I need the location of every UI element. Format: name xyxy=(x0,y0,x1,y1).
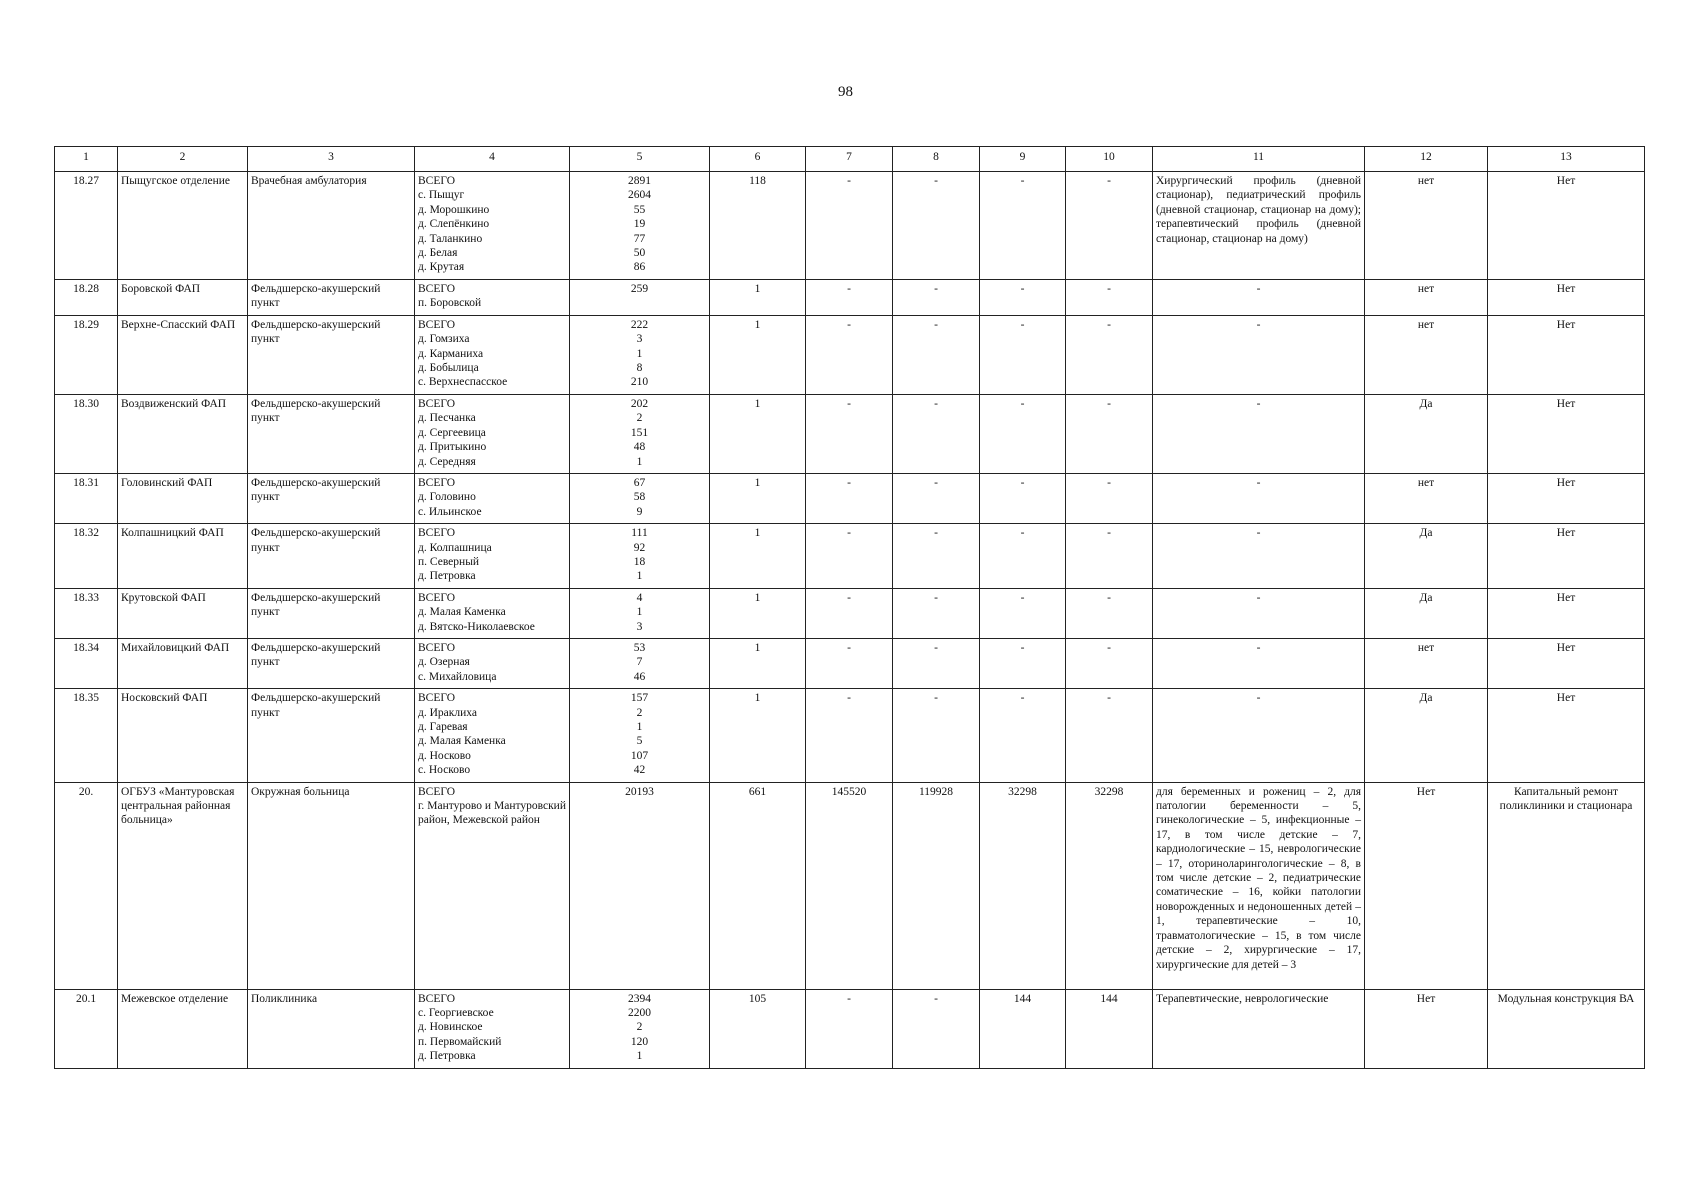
population-list-line: 7 xyxy=(636,656,643,669)
column-header: 9 xyxy=(980,147,1066,172)
col-10-value: 144 xyxy=(1066,989,1153,1068)
population-list xyxy=(570,394,710,473)
population-list-line: 259 xyxy=(630,282,649,295)
col-6-value: 1 xyxy=(710,394,806,473)
col-7-value: - xyxy=(806,172,893,280)
table-row xyxy=(55,315,1645,394)
subdivision-name: Михайловицкий ФАП xyxy=(118,638,248,688)
population-list-line: 55 xyxy=(633,203,646,216)
bed-profile: Терапевтические, неврологические xyxy=(1153,989,1365,1068)
settlements-list-line: д. Малая Каменка xyxy=(418,606,506,619)
col-13-value: Нет xyxy=(1488,588,1645,638)
population-list xyxy=(570,315,710,394)
column-header: 7 xyxy=(806,147,893,172)
col-7-value: - xyxy=(806,524,893,589)
population-list xyxy=(570,989,710,1068)
table-row xyxy=(55,473,1645,523)
settlements-list-line: д. Носково xyxy=(418,749,471,762)
settlements-list-line: д. Гаревая xyxy=(418,721,468,733)
col-12-value: нет xyxy=(1365,315,1488,394)
population-list-line: 4 xyxy=(636,591,643,604)
col-13-value: Нет xyxy=(1488,689,1645,782)
settlements-list-line: п. Северный xyxy=(418,555,480,568)
col-8-value: - xyxy=(893,588,980,638)
col-12-value: нет xyxy=(1365,638,1488,688)
col-9-value: - xyxy=(980,172,1066,280)
col-9-value: - xyxy=(980,588,1066,638)
population-list xyxy=(570,782,710,989)
settlements-list-line: ВСЕГО xyxy=(418,992,456,1005)
population-list-line: 1 xyxy=(636,721,643,733)
subdivision-name: Боровской ФАП xyxy=(118,279,248,315)
col-7-value: - xyxy=(806,315,893,394)
settlements-list-line: ВСЕГО xyxy=(418,527,456,540)
col-9-value: - xyxy=(980,473,1066,523)
settlements-list xyxy=(415,315,570,394)
col-13-value: Нет xyxy=(1488,279,1645,315)
col-10-value: 32298 xyxy=(1066,782,1153,989)
settlements-list-line: д. Сергеевица xyxy=(418,426,486,439)
col-9-value: 32298 xyxy=(980,782,1066,989)
row-number: 18.34 xyxy=(55,638,118,688)
col-10-value: - xyxy=(1066,524,1153,589)
settlements-list-line: с. Ильинское xyxy=(418,505,482,518)
row-number: 18.29 xyxy=(55,315,118,394)
col-7-value: 145520 xyxy=(806,782,893,989)
col-7-value: - xyxy=(806,689,893,782)
population-list-line: 92 xyxy=(633,541,646,554)
row-number: 20. xyxy=(55,782,118,989)
bed-profile: - xyxy=(1153,473,1365,523)
col-9-value: - xyxy=(980,524,1066,589)
facility-type: Фельдшерско-акушерский пункт xyxy=(248,394,415,473)
table-row xyxy=(55,279,1645,315)
facility-type: Фельдшерско-акушерский пункт xyxy=(248,588,415,638)
population-list xyxy=(570,689,710,782)
settlements-list-line: д. Песчанка xyxy=(418,412,476,425)
facility-type: Окружная больница xyxy=(248,782,415,989)
settlements-list-line: д. Колпашница xyxy=(418,541,492,554)
population-list-line: 53 xyxy=(633,641,646,654)
facility-type: Фельдшерско-акушерский пункт xyxy=(248,279,415,315)
col-6-value: 105 xyxy=(710,989,806,1068)
col-7-value: - xyxy=(806,989,893,1068)
table-row xyxy=(55,638,1645,688)
facility-type: Поликлиника xyxy=(248,989,415,1068)
population-list-line: 19 xyxy=(633,218,646,231)
column-header: 6 xyxy=(710,147,806,172)
table-row xyxy=(55,782,1645,989)
col-13-value: Нет xyxy=(1488,638,1645,688)
col-10-value: - xyxy=(1066,394,1153,473)
col-6-value: 1 xyxy=(710,638,806,688)
population-list-line: 8 xyxy=(636,362,643,375)
col-8-value: - xyxy=(893,394,980,473)
population-list-line: 46 xyxy=(633,670,646,683)
settlements-list-line: ВСЕГО xyxy=(418,692,456,705)
col-10-value: - xyxy=(1066,172,1153,280)
settlements-list xyxy=(415,989,570,1068)
col-8-value: 119928 xyxy=(893,782,980,989)
col-12-value: Нет xyxy=(1365,782,1488,989)
settlements-list-line: с. Михайловица xyxy=(418,670,497,683)
population-list-line: 1 xyxy=(636,606,643,619)
settlements-list-line: д. Петровка xyxy=(418,570,476,583)
population-list-line: 157 xyxy=(630,692,649,705)
col-12-value: Нет xyxy=(1365,989,1488,1068)
settlements-list-line: д. Середняя xyxy=(418,455,476,468)
subdivision-name: ОГБУЗ «Мантуровская центральная районная больница» xyxy=(118,782,248,989)
table-body xyxy=(55,172,1645,1069)
bed-profile: Хирургический профиль (дневной стационар), педиатрический профиль (дневной стационар, стационар на дому); терапевтический профиль (дневной стационар, стационар на дому) xyxy=(1153,172,1365,280)
facility-type: Фельдшерско-акушерский пункт xyxy=(248,689,415,782)
settlements-list-line: с. Носково xyxy=(418,764,471,777)
subdivision-name: Межевское отделение xyxy=(118,989,248,1068)
population-list-line: 2200 xyxy=(628,1007,651,1020)
population-list-line: 151 xyxy=(630,426,649,439)
col-13-value: Нет xyxy=(1488,394,1645,473)
population-list-line: 3 xyxy=(636,333,643,346)
table-row xyxy=(55,689,1645,782)
settlements-list-line: д. Белая xyxy=(418,247,458,260)
population-list-line: 120 xyxy=(630,1035,649,1048)
population-list-line: 9 xyxy=(636,505,643,518)
column-header: 1 xyxy=(55,147,118,172)
settlements-list-line: д. Головино xyxy=(418,491,476,504)
col-9-value: - xyxy=(980,689,1066,782)
population-list-line: 2 xyxy=(636,706,643,719)
col-12-value: Да xyxy=(1365,524,1488,589)
bed-profile: - xyxy=(1153,638,1365,688)
col-13-value: Нет xyxy=(1488,473,1645,523)
bed-profile: - xyxy=(1153,279,1365,315)
population-list-line: 210 xyxy=(630,376,649,389)
settlements-list-line: д. Озерная xyxy=(418,656,470,669)
col-10-value: - xyxy=(1066,315,1153,394)
row-number: 18.30 xyxy=(55,394,118,473)
column-header: 11 xyxy=(1153,147,1365,172)
bed-profile: - xyxy=(1153,315,1365,394)
table-row xyxy=(55,588,1645,638)
col-6-value: 1 xyxy=(710,473,806,523)
subdivision-name: Пыщугское отделение xyxy=(118,172,248,280)
col-9-value: - xyxy=(980,394,1066,473)
column-number-row xyxy=(55,147,1645,172)
col-6-value: 1 xyxy=(710,524,806,589)
settlements-list-line: д. Карманиха xyxy=(418,347,484,360)
row-number: 18.31 xyxy=(55,473,118,523)
col-12-value: нет xyxy=(1365,279,1488,315)
column-header: 12 xyxy=(1365,147,1488,172)
settlements-list xyxy=(415,588,570,638)
settlements-list-line: д. Морошкино xyxy=(418,203,490,216)
population-list-line: 20193 xyxy=(625,785,654,798)
settlements-list-line: д. Новинское xyxy=(418,1021,483,1034)
facility-type: Фельдшерско-акушерский пункт xyxy=(248,638,415,688)
population-list-line: 107 xyxy=(630,749,649,762)
facility-type: Фельдшерско-акушерский пункт xyxy=(248,315,415,394)
settlements-list-line: с. Георгиевское xyxy=(418,1007,494,1020)
population-list xyxy=(570,638,710,688)
data-table xyxy=(54,146,1645,1069)
bed-profile: - xyxy=(1153,524,1365,589)
page-number: 98 xyxy=(838,84,853,100)
subdivision-name: Верхне-Спасский ФАП xyxy=(118,315,248,394)
population-list-line: 86 xyxy=(633,261,646,274)
col-8-value: - xyxy=(893,473,980,523)
col-7-value: - xyxy=(806,473,893,523)
population-list-line: 2 xyxy=(636,1021,643,1034)
settlements-list-line: п. Боровской xyxy=(418,297,482,310)
settlements-list-line: д. Вятско-Николаевское xyxy=(418,620,535,633)
bed-profile: для беременных и рожениц – 2, для патологии беременности – 5, гинекологические – 5, инфекционные – 17, в том числе детские – 7, кардиологические – 15, неврологические – 17, оториноларингологические – 8, в том числе детские – 2, педиатрические соматические – 16, койки патологии новорожденных и недоношенных детей – 1, терапевтические – 10, травматологические – 15, в том числе детские – 2, хирургические – 17, хирургические для детей – 3 xyxy=(1153,782,1365,989)
settlements-list-line: ВСЕГО xyxy=(418,397,456,410)
settlements-list-line: ВСЕГО xyxy=(418,641,456,654)
population-list-line: 2604 xyxy=(628,189,651,202)
column-header: 2 xyxy=(118,147,248,172)
settlements-list-line: ВСЕГО xyxy=(418,476,456,489)
subdivision-name: Воздвиженский ФАП xyxy=(118,394,248,473)
population-list xyxy=(570,279,710,315)
population-list xyxy=(570,588,710,638)
settlements-list-line: д. Крутая xyxy=(418,261,465,274)
table-row xyxy=(55,394,1645,473)
col-6-value: 1 xyxy=(710,315,806,394)
col-9-value: - xyxy=(980,638,1066,688)
settlements-list-line: д. Бобылица xyxy=(418,362,479,375)
facility-type: Врачебная амбулатория xyxy=(248,172,415,280)
settlements-list-line: д. Ираклиха xyxy=(418,706,477,719)
population-list xyxy=(570,473,710,523)
col-12-value: нет xyxy=(1365,473,1488,523)
col-8-value: - xyxy=(893,989,980,1068)
table-row xyxy=(55,524,1645,589)
settlements-list xyxy=(415,279,570,315)
population-list-line: 77 xyxy=(633,232,646,245)
population-list-line: 202 xyxy=(630,397,649,410)
row-number: 20.1 xyxy=(55,989,118,1068)
col-8-value: - xyxy=(893,524,980,589)
settlements-list-line: ВСЕГО xyxy=(418,318,456,331)
population-list-line: 1 xyxy=(636,455,643,468)
col-6-value: 118 xyxy=(710,172,806,280)
col-6-value: 1 xyxy=(710,588,806,638)
row-number: 18.35 xyxy=(55,689,118,782)
settlements-list xyxy=(415,473,570,523)
table-row xyxy=(55,172,1645,280)
col-13-value: Капитальный ремонт поликлиники и стационара xyxy=(1488,782,1645,989)
column-header: 10 xyxy=(1066,147,1153,172)
subdivision-name: Головинский ФАП xyxy=(118,473,248,523)
col-6-value: 1 xyxy=(710,689,806,782)
settlements-list xyxy=(415,689,570,782)
settlements-list-line: ВСЕГО xyxy=(418,591,456,604)
population-list-line: 3 xyxy=(636,620,643,633)
settlements-list-line: ВСЕГО xyxy=(418,175,456,187)
population-list-line: 2 xyxy=(636,412,643,425)
col-7-value: - xyxy=(806,588,893,638)
settlements-list-line: п. Первомайский xyxy=(418,1035,502,1048)
col-13-value: Модульная конструкция ВА xyxy=(1488,989,1645,1068)
col-6-value: 1 xyxy=(710,279,806,315)
bed-profile: - xyxy=(1153,394,1365,473)
bed-profile: - xyxy=(1153,689,1365,782)
population-list-line: 2891 xyxy=(628,175,651,187)
settlements-list-line: ВСЕГО xyxy=(418,785,456,798)
col-8-value: - xyxy=(893,315,980,394)
settlements-list-line: д. Притыкино xyxy=(418,441,487,454)
col-9-value: - xyxy=(980,315,1066,394)
settlements-list-line: д. Таланкино xyxy=(418,232,483,245)
col-12-value: Да xyxy=(1365,689,1488,782)
population-list-line: 1 xyxy=(636,1050,643,1063)
population-list-line: 18 xyxy=(633,555,646,568)
population-list-line: 67 xyxy=(633,476,646,489)
settlements-list-line: г. Мантурово и Мантуровский район, Межевской район xyxy=(418,800,566,827)
column-header: 3 xyxy=(248,147,415,172)
population-list-line: 58 xyxy=(633,491,646,504)
population-list-line: 42 xyxy=(633,764,646,777)
row-number: 18.32 xyxy=(55,524,118,589)
population-list-line: 111 xyxy=(631,527,648,540)
settlements-list xyxy=(415,638,570,688)
col-12-value: нет xyxy=(1365,172,1488,280)
settlements-list-line: д. Слепёнкино xyxy=(418,218,490,231)
subdivision-name: Крутовской ФАП xyxy=(118,588,248,638)
population-list-line: 222 xyxy=(630,318,649,331)
col-10-value: - xyxy=(1066,689,1153,782)
row-number: 18.28 xyxy=(55,279,118,315)
population-list-line: 50 xyxy=(633,247,646,260)
col-13-value: Нет xyxy=(1488,172,1645,280)
facility-type: Фельдшерско-акушерский пункт xyxy=(248,524,415,589)
col-12-value: Да xyxy=(1365,588,1488,638)
settlements-list-line: ВСЕГО xyxy=(418,282,456,295)
settlements-list-line: д. Петровка xyxy=(418,1050,476,1063)
col-10-value: - xyxy=(1066,473,1153,523)
population-list-line: 48 xyxy=(633,441,646,454)
settlements-list xyxy=(415,782,570,989)
facility-type: Фельдшерско-акушерский пункт xyxy=(248,473,415,523)
col-6-value: 661 xyxy=(710,782,806,989)
col-7-value: - xyxy=(806,279,893,315)
col-10-value: - xyxy=(1066,279,1153,315)
table-row xyxy=(55,989,1645,1068)
col-13-value: Нет xyxy=(1488,315,1645,394)
col-7-value: - xyxy=(806,638,893,688)
col-9-value: 144 xyxy=(980,989,1066,1068)
settlements-list xyxy=(415,524,570,589)
col-8-value: - xyxy=(893,638,980,688)
row-number: 18.33 xyxy=(55,588,118,638)
col-8-value: - xyxy=(893,279,980,315)
population-list-line: 1 xyxy=(636,347,643,360)
settlements-list xyxy=(415,172,570,280)
col-10-value: - xyxy=(1066,588,1153,638)
population-list-line: 1 xyxy=(636,570,643,583)
col-8-value: - xyxy=(893,689,980,782)
settlements-list-line: с. Пыщуг xyxy=(418,189,465,202)
col-10-value: - xyxy=(1066,638,1153,688)
col-13-value: Нет xyxy=(1488,524,1645,589)
column-header: 5 xyxy=(570,147,710,172)
col-12-value: Да xyxy=(1365,394,1488,473)
subdivision-name: Носковский ФАП xyxy=(118,689,248,782)
population-list-line: 5 xyxy=(636,735,643,748)
col-7-value: - xyxy=(806,394,893,473)
bed-profile: - xyxy=(1153,588,1365,638)
subdivision-name: Колпашницкий ФАП xyxy=(118,524,248,589)
settlements-list-line: с. Верхнеспасское xyxy=(418,376,508,389)
settlements-list-line: д. Гомзиха xyxy=(418,333,470,346)
column-header: 8 xyxy=(893,147,980,172)
settlements-list xyxy=(415,394,570,473)
column-header: 13 xyxy=(1488,147,1645,172)
population-list-line: 2394 xyxy=(628,992,651,1005)
col-8-value: - xyxy=(893,172,980,280)
col-9-value: - xyxy=(980,279,1066,315)
column-header: 4 xyxy=(415,147,570,172)
settlements-list-line: д. Малая Каменка xyxy=(418,735,506,748)
population-list xyxy=(570,524,710,589)
population-list xyxy=(570,172,710,280)
row-number: 18.27 xyxy=(55,172,118,280)
